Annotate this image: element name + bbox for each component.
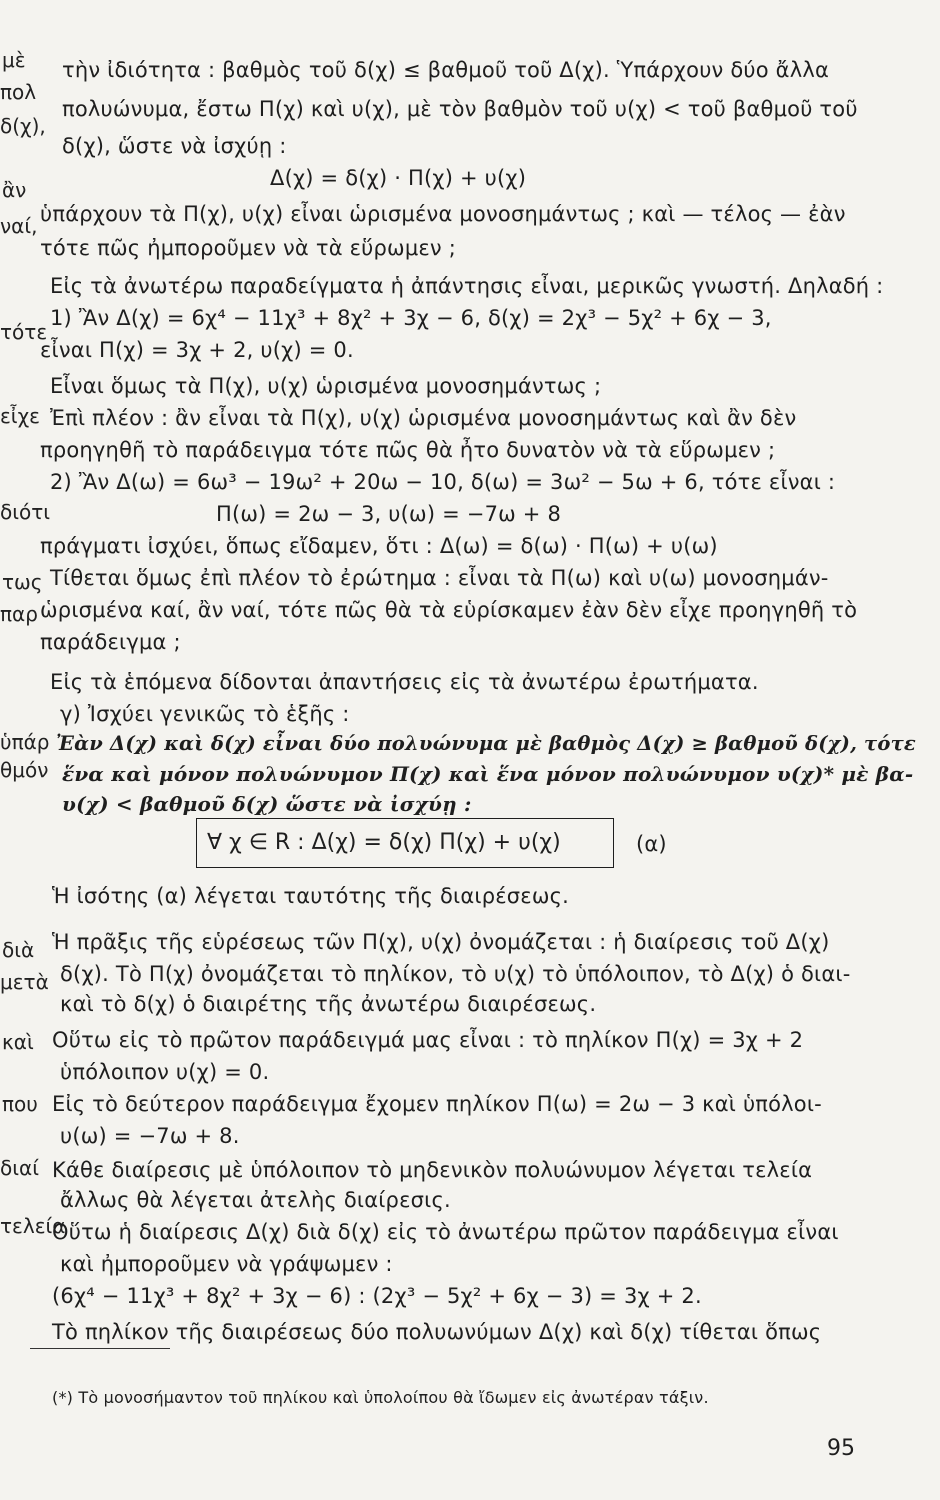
formula-label: (α): [636, 832, 667, 856]
edge-fragment: παρ: [0, 602, 38, 626]
edge-fragment: διὰ: [2, 938, 35, 962]
edge-fragment: καὶ: [2, 1030, 34, 1054]
edge-fragment: πολ: [0, 80, 37, 104]
text-line: 2) Ἂν Δ(ω) = 6ω³ − 19ω² + 20ω − 10, δ(ω) = 3ω² − 5ω + 6, τότε εἶναι :: [50, 470, 836, 494]
edge-fragment: δ(χ),: [0, 114, 46, 138]
text-line: τότε πῶς ἠμποροῦμεν νὰ τὰ εὕρωμεν ;: [40, 236, 457, 260]
text-line: Κάθε διαίρεσις μὲ ὑπόλοιπον τὸ μηδενικὸν πολυώνυμον λέγεται τελεία: [52, 1158, 813, 1182]
text-line: Ἡ πρᾶξις τῆς εὑρέσεως τῶν Π(χ), υ(χ) ὀνομάζεται : ἡ διαίρεσις τοῦ Δ(χ): [52, 930, 830, 954]
text-line: πράγματι ἰσχύει, ὅπως εἴδαμεν, ὅτι : Δ(ω) = δ(ω) · Π(ω) + υ(ω): [40, 534, 718, 558]
text-line: ὑπάρχουν τὰ Π(χ), υ(χ) εἶναι ὡρισμένα μονοσημάντως ; καὶ — τέλος — ἐὰν: [40, 202, 846, 226]
text-line: Εἶναι ὅμως τὰ Π(χ), υ(χ) ὡρισμένα μονοσημάντως ;: [50, 374, 602, 398]
text-line: καὶ ἠμποροῦμεν νὰ γράψωμεν :: [60, 1252, 393, 1276]
page-number: 95: [827, 1436, 855, 1461]
edge-fragment: ἂν: [2, 178, 27, 202]
text-line: παράδειγμα ;: [40, 630, 181, 654]
text-line: Ἡ ἰσότης (α) λέγεται ταυτότης τῆς διαιρέσεως.: [52, 884, 570, 908]
edge-fragment: εἶχε: [0, 404, 40, 428]
text-line: γ) Ἰσχύει γενικῶς τὸ ἑξῆς :: [60, 702, 350, 726]
text-line: εἶναι Π(χ) = 3χ + 2, υ(χ) = 0.: [40, 338, 354, 362]
text-line: δ(χ), ὥστε νὰ ἰσχύῃ :: [62, 134, 287, 158]
text-line: προηγηθῆ τὸ παράδειγμα τότε πῶς θὰ ἦτο δυνατὸν νὰ τὰ εὕρωμεν ;: [40, 438, 776, 462]
text-line: πολυώνυμα, ἔστω Π(χ) καὶ υ(χ), μὲ τὸν βαθμὸν τοῦ υ(χ) < τοῦ βαθμοῦ τοῦ: [62, 97, 858, 121]
text-line: Εἰς τὰ ἑπόμενα δίδονται ἀπαντήσεις εἰς τὰ ἀνωτέρω ἐρωτήματα.: [50, 670, 759, 694]
edge-fragment: ναί,: [0, 214, 38, 238]
equation: Δ(χ) = δ(χ) · Π(χ) + υ(χ): [270, 166, 527, 190]
text-line: τὴν ἰδιότητα : βαθμὸς τοῦ δ(χ) ≤ βαθμοῦ τοῦ Δ(χ). Ὑπάρχουν δύο ἄλλα: [62, 58, 830, 82]
text-line: ὡρισμένα καί, ἂν ναί, τότε πῶς θὰ τὰ εὑρίσκαμεν ἐὰν δὲν εἶχε προηγηθῆ τὸ: [40, 598, 858, 622]
equation: (6χ⁴ − 11χ³ + 8χ² + 3χ − 6) : (2χ³ − 5χ² + 6χ − 3) = 3χ + 2.: [52, 1284, 702, 1308]
edge-fragment: μὲ: [2, 48, 26, 72]
edge-fragment: τως: [2, 570, 43, 594]
edge-fragment: ὑπάρ: [0, 730, 50, 754]
identity-formula: ∀ χ ∈ R : Δ(χ) = δ(χ) Π(χ) + υ(χ): [207, 830, 561, 855]
theorem-line: Ἐὰν Δ(χ) καὶ δ(χ) εἶναι δύο πολυώνυμα μὲ βαθμὸς Δ(χ) ≥ βαθμοῦ δ(χ), τότε: [56, 732, 916, 755]
footnote-rule: [30, 1348, 170, 1349]
edge-fragment: μετὰ: [0, 970, 49, 994]
text-line: Οὕτω εἰς τὸ πρῶτον παράδειγμά μας εἶναι : τὸ πηλίκον Π(χ) = 3χ + 2: [52, 1028, 804, 1052]
footnote: (*) Τὸ μονοσήμαντον τοῦ πηλίκου καὶ ὑπολοίπου θὰ ἴδωμεν εἰς ἀνωτέραν τάξιν.: [52, 1388, 709, 1407]
edge-fragment: θμόν: [0, 758, 49, 782]
text-line: ὑπόλοιπον υ(χ) = 0.: [60, 1060, 270, 1084]
text-line: Οὕτω ἡ διαίρεσις Δ(χ) διὰ δ(χ) εἰς τὸ ἀνωτέρω πρῶτον παράδειγμα εἶναι: [52, 1220, 839, 1244]
theorem-line: ἕνα καὶ μόνον πολυώνυμον Π(χ) καὶ ἕνα μόνον πολυώνυμον υ(χ)* μὲ βα-: [62, 762, 914, 786]
edge-fragment: διαί: [0, 1156, 39, 1180]
equation: Π(ω) = 2ω − 3, υ(ω) = −7ω + 8: [216, 502, 562, 526]
text-line: Εἰς τὸ δεύτερον παράδειγμα ἔχομεν πηλίκον Π(ω) = 2ω − 3 καὶ ὑπόλοι-: [52, 1092, 822, 1116]
identity-formula-box: [196, 818, 614, 868]
edge-fragment: που: [2, 1092, 38, 1116]
text-line: Ἐπὶ πλέον : ἂν εἶναι τὰ Π(χ), υ(χ) ὡρισμένα μονοσημάντως καὶ ἂν δὲν: [50, 406, 797, 430]
text-line: Τὸ πηλίκον τῆς διαιρέσεως δύο πολυωνύμων Δ(χ) καὶ δ(χ) τίθεται ὅπως: [52, 1320, 822, 1344]
text-line: υ(ω) = −7ω + 8.: [60, 1124, 240, 1148]
edge-fragment: διότι: [0, 500, 51, 524]
edge-fragment: τότε: [0, 320, 48, 344]
text-line: ἄλλως θὰ λέγεται ἀτελὴς διαίρεσις.: [60, 1188, 451, 1212]
theorem-line: υ(χ) < βαθμοῦ δ(χ) ὥστε νὰ ἰσχύῃ :: [62, 792, 472, 816]
text-line: δ(χ). Τὸ Π(χ) ὀνομάζεται τὸ πηλίκον, τὸ υ(χ) τὸ ὑπόλοιπον, τὸ Δ(χ) ὁ διαι-: [60, 962, 851, 986]
text-line: Εἰς τὰ ἀνωτέρω παραδείγματα ἡ ἀπάντησις εἶναι, μερικῶς γνωστή. Δηλαδή :: [50, 274, 884, 298]
text-line: 1) Ἂν Δ(χ) = 6χ⁴ − 11χ³ + 8χ² + 3χ − 6, δ(χ) = 2χ³ − 5χ² + 6χ − 3,: [50, 306, 772, 330]
edge-fragment: τελεία: [0, 1214, 66, 1238]
text-line: Τίθεται ὅμως ἐπὶ πλέον τὸ ἐρώτημα : εἶναι τὰ Π(ω) καὶ υ(ω) μονοσημάν-: [50, 566, 829, 590]
text-line: καὶ τὸ δ(χ) ὁ διαιρέτης τῆς ἀνωτέρω διαιρέσεως.: [60, 992, 597, 1016]
